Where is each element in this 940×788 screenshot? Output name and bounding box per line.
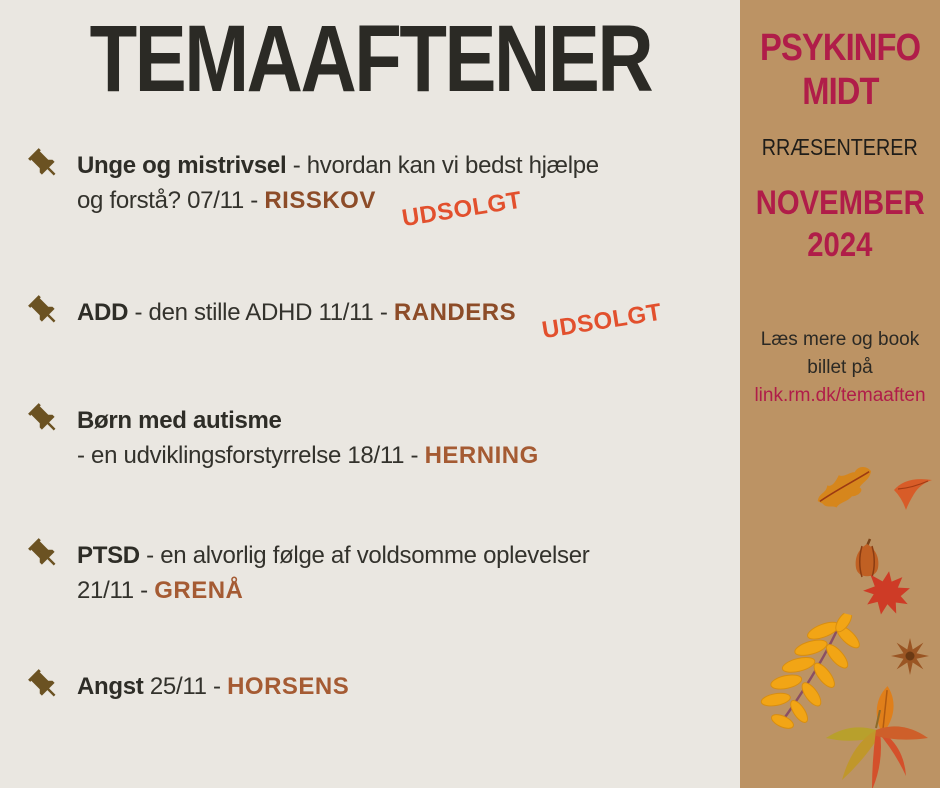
brand-line-2: MIDT [801, 71, 879, 113]
poster-title: TEMAAFTENER [89, 6, 651, 112]
event-title: Unge og mistrivsel [77, 152, 287, 179]
event-title: PTSD [77, 542, 140, 569]
cta-line-2: billet på [807, 357, 873, 378]
presents-label: RRÆSENTERER [761, 134, 919, 160]
creeper-leaf [822, 710, 930, 788]
event-item-born-med-autisme [26, 403, 732, 473]
brand-line-1: PSYKINFO [759, 27, 921, 69]
event-location: HORSENS [227, 673, 350, 700]
event-line-1 [77, 669, 349, 704]
event-location: RISSKOV [264, 187, 376, 214]
month-block [740, 182, 940, 266]
maple-leaf [857, 567, 915, 620]
event-line-1 [77, 403, 539, 438]
presents-label-wrap [740, 134, 940, 161]
small-red-leaf [892, 474, 936, 514]
soldout-badge: UDSOLGT [540, 298, 664, 345]
event-item-ptsd [26, 538, 732, 608]
event-location: HERNING [424, 442, 539, 469]
event-description: - en udviklingsforstyrrelse 18/11 - [77, 442, 425, 469]
event-line-2 [77, 183, 599, 233]
event-line-2 [77, 573, 589, 608]
cta-link[interactable]: link.rm.dk/temaaften [754, 385, 926, 406]
star-anise [890, 638, 930, 676]
event-title: ADD [77, 299, 129, 326]
pushpin-icon [26, 146, 62, 182]
event-date: 21/11 - [77, 577, 155, 604]
pushpin-icon [26, 536, 62, 572]
event-line-2 [77, 438, 539, 473]
event-line-1 [77, 538, 589, 573]
pushpin-icon [26, 401, 62, 437]
event-location: RANDERS [393, 299, 517, 326]
event-item-unge-og-mistrivsel [26, 148, 732, 233]
sidebar [740, 0, 940, 788]
soldout-badge: UDSOLGT [399, 186, 524, 233]
oak-leaf [807, 455, 883, 520]
event-title: Børn med autisme [77, 407, 282, 434]
event-line-1 [77, 148, 599, 183]
poster-title-wrap [0, 6, 740, 112]
event-line-1 [77, 295, 664, 345]
month-line-1: NOVEMBER [755, 184, 925, 222]
event-date: og forstå? 07/11 - [77, 187, 265, 214]
event-date: 25/11 - [143, 673, 228, 700]
pushpin-icon [26, 667, 62, 703]
event-description: - en alvorlig følge af voldsomme oplevelser [139, 542, 590, 569]
brand-block [740, 26, 940, 114]
event-item-angst [26, 669, 732, 704]
event-item-add [26, 295, 732, 345]
month-line-2: 2024 [807, 226, 873, 264]
event-description: - den stille ADHD 11/11 - [128, 299, 394, 326]
pushpin-icon [26, 293, 62, 329]
cta-line-1: Læs mere og book [760, 329, 920, 350]
event-title: Angst [77, 673, 144, 700]
cta-block [740, 326, 940, 410]
event-description: - hvordan kan vi bedst hjælpe [286, 152, 599, 179]
event-location: GRENÅ [154, 577, 244, 604]
